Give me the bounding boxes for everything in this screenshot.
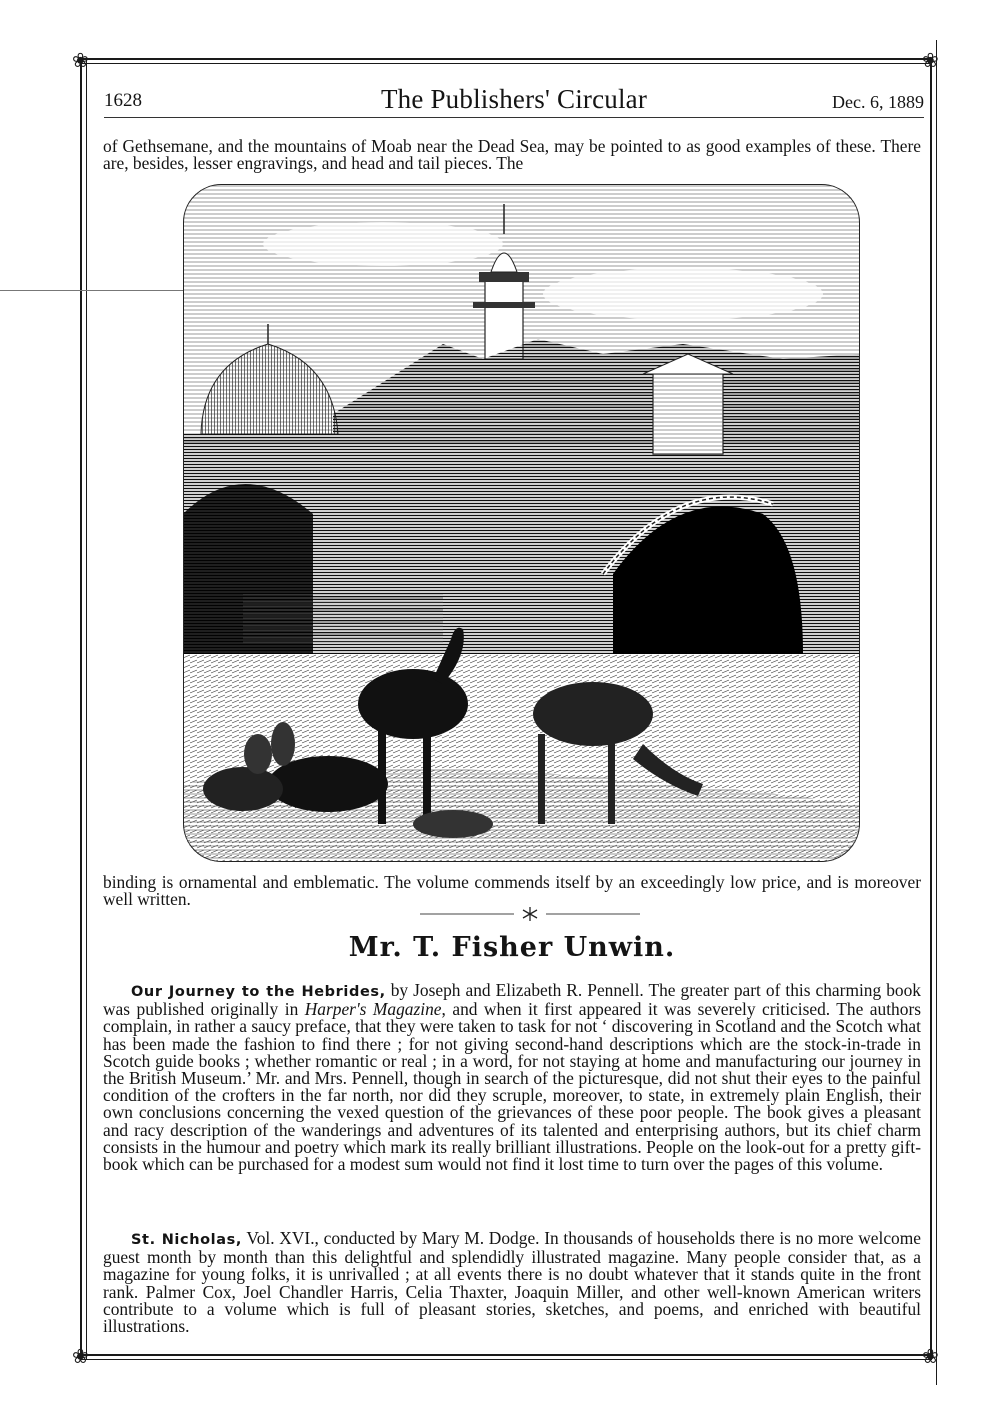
header-rule bbox=[104, 117, 924, 118]
review-title: St. Nicholas, bbox=[131, 1232, 242, 1248]
publication-title: The Publishers' Circular bbox=[380, 84, 648, 114]
floral-corner-ornament-icon: ❀ bbox=[72, 1344, 89, 1368]
floral-corner-ornament-icon: ❀ bbox=[72, 48, 89, 72]
frame-rule-top bbox=[82, 58, 932, 60]
frame-rule-right bbox=[930, 58, 932, 1360]
frame-rule-top-inner bbox=[82, 63, 932, 64]
review-hebrides bbox=[103, 982, 921, 1173]
engraving-illustration bbox=[183, 184, 860, 862]
continued-paragraph: of Gethsemane, and the mountains of Moab near the Dead Sea, may be pointed to as good examples of these. There are, besides, lesser engravings, and head and tail pieces. The bbox=[103, 136, 921, 174]
review-text: by Joseph and Elizabeth R. Pennell. The greater part of this charming book was published originally in bbox=[103, 980, 921, 1020]
publisher-heading: Mr. T. Fisher Unwin. bbox=[348, 932, 676, 963]
running-header bbox=[104, 84, 924, 118]
frame-rule-left bbox=[80, 58, 82, 1360]
frame-rule-bottom-inner bbox=[82, 1359, 932, 1360]
frame-rule-bottom bbox=[82, 1354, 932, 1356]
asterisk-ornament-icon bbox=[420, 907, 640, 921]
frame-rule-right-outer bbox=[936, 40, 937, 1385]
floral-corner-ornament-icon: ❀ bbox=[922, 1344, 939, 1368]
review-title: Our Journey to the Hebrides, bbox=[131, 984, 386, 1000]
binding-paragraph: binding is ornamental and emblematic. The volume commends itself by an exceedingly low price, and is moreover well written. bbox=[103, 872, 921, 910]
crop-mark-line bbox=[0, 290, 186, 291]
floral-corner-ornament-icon: ❀ bbox=[922, 48, 939, 72]
review-st-nicholas bbox=[103, 1230, 921, 1335]
issue-date: Dec. 6, 1889 bbox=[832, 92, 924, 112]
review-text: , and when it first appeared it was severely criticised. The authors complain, in rather a saucy preface, that they were taken to task for not ‘ discovering in Scotland and the Scotch what has been made the fashion to find there ; for not giving second-hand descriptions which are the stock-in-trade in Scotch guide books ; whether romantic or real ; in a word, for not staying at home and manufacturing our journey in the British Museum.’ Mr. and Mrs. Pennell, though in search of the picturesque, did not shut their eyes to the painful condition of the crofters in the far north, nor did they scruple, moreover, to state, in extremely plain English, their own conclusions concerning the vexed question of the grievances of these poor people. The book gives a pleasant and racy description of the wanderings and adventures of its talented and enterprising authors, but its chief charm consists in the humour and poetry which mark its really brilliant illustrations. People on the look-out for a pretty gift-book which can be purchased for a modest sum would not find it lost time to turn over the pages of this volume. bbox=[103, 999, 922, 1175]
review-text: Vol. XVI., conducted by Mary M. Dodge. In thousands of households there is no more welcome guest month by month than this delightful and splendidly illustrated magazine. Many people consider that, as a magazine for young folks, it is unrivalled ; at all events there is no doubt whatever that it stands quite in the front rank. Palmer Cox, Joel Chandler Harris, Celia Thaxter, Joaquin Miller, and other well-known American writers contribute to a volume which is full of pleasant stories, sketches, and poems, and enriched with beautiful illustrations. bbox=[103, 1228, 921, 1337]
magazine-title: Harper's Magazine bbox=[304, 999, 442, 1020]
frame-rule-left-inner bbox=[86, 58, 87, 1360]
page-number: 1628 bbox=[104, 90, 142, 111]
